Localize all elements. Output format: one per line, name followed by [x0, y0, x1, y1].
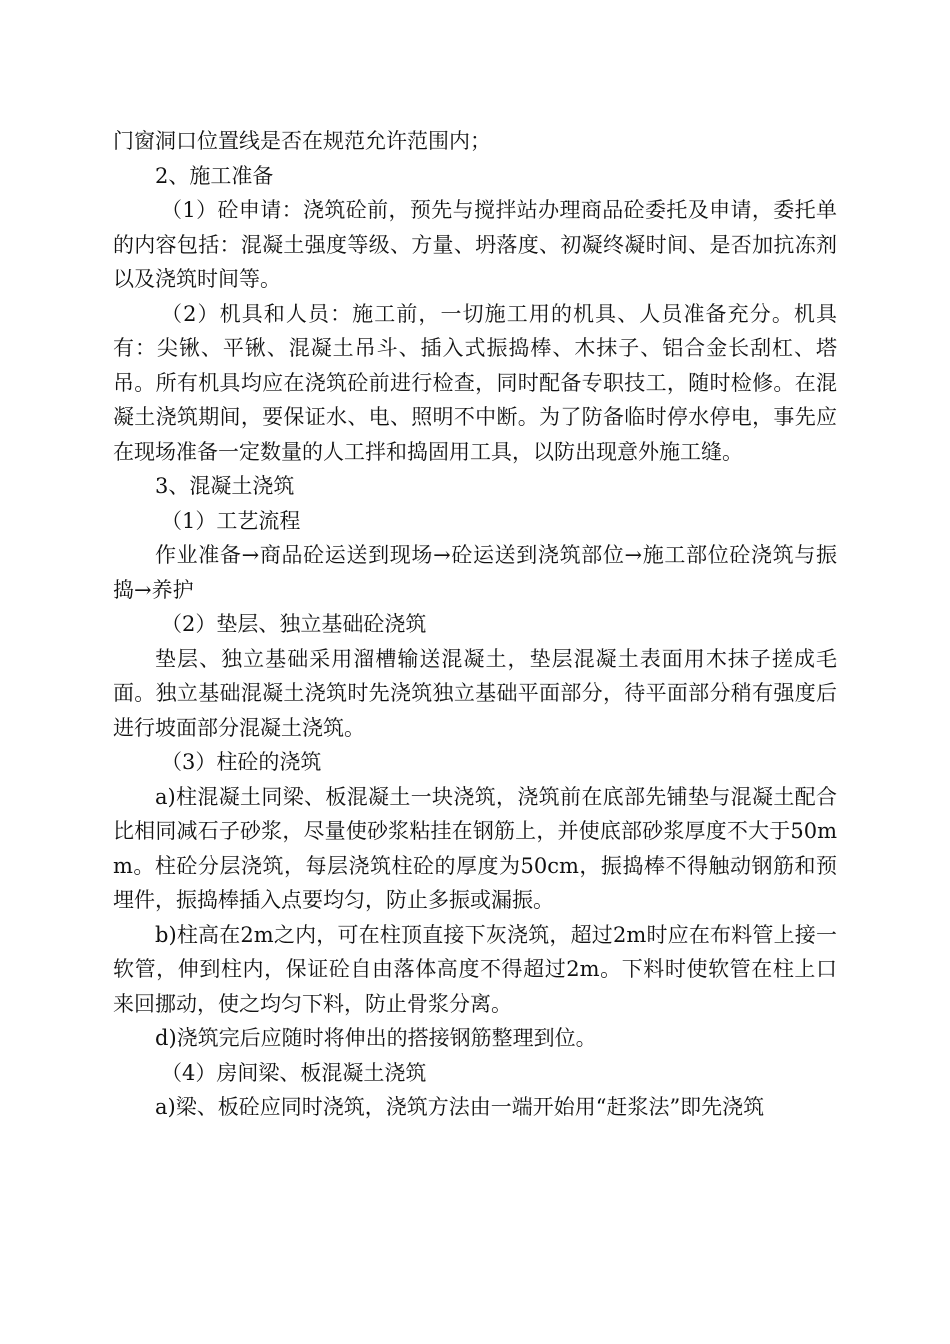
paragraph: a)柱混凝土同梁、板混凝土一块浇筑，浇筑前在底部先铺垫与混凝土配合比相同减石子砂浆，尽量使砂浆粘挂在钢筋上，并使底部砂浆厚度不大于50mm。柱砼分层浇筑，每层浇筑柱砼的厚度为50cm，振捣棒不得触动钢筋和预埋件，振捣棒插入点要均匀，防止多振或漏振。	[113, 784, 837, 912]
paragraph: b)柱高在2m之内，可在柱顶直接下灰浇筑，超过2m时应在布料管上接一软管，伸到柱内，保证砼自由落体高度不得超过2m。下料时使软管在柱上口来回挪动，使之均匀下料，防止骨浆分离。	[113, 922, 837, 1016]
paragraph: 作业准备→商品砼运送到现场→砼运送到浇筑部位→施工部位砼浇筑与振捣→养护	[113, 543, 837, 602]
document-body	[113, 124, 837, 1125]
section-heading: 2、施工准备	[155, 163, 274, 188]
paragraph: （1）砼申请：浇筑砼前，预先与搅拌站办理商品砼委托及申请，委托单的内容包括：混凝土强度等级、方量、坍落度、初凝终凝时间、是否加抗冻剂以及浇筑时间等。	[113, 198, 837, 291]
section-heading: 3、混凝土浇筑	[155, 474, 295, 498]
subsection-heading: （3）柱砼的浇筑	[161, 750, 322, 774]
subsection-heading: （2）垫层、独立基础砼浇筑	[161, 612, 427, 636]
paragraph: （2）机具和人员：施工前，一切施工用的机具、人员准备充分。机具有：尖锹、平锹、混凝土吊斗、插入式振捣棒、木抹子、铝合金长刮杠、塔吊。所有机具均应在浇筑砼前进行检查，同时配备专职技工，随时检修。在混凝土浇筑期间，要保证水、电、照明不中断。为了防备临时停水停电，事先应在现场准备一定数量的人工拌和捣固用工具，以防出现意外施工缝。	[113, 301, 837, 464]
paragraph: d)浇筑完后应随时将伸出的搭接钢筋整理到位。	[155, 1026, 597, 1050]
paragraph: 门窗洞口位置线是否在规范允许范围内；	[113, 129, 491, 153]
subsection-heading: （1）工艺流程	[161, 508, 301, 533]
subsection-heading: （4）房间梁、板混凝土浇筑	[161, 1060, 427, 1085]
paragraph: a)梁、板砼应同时浇筑，浇筑方法由一端开始用“赶浆法”即先浇筑	[155, 1095, 765, 1119]
paragraph: 垫层、独立基础采用溜槽输送混凝土，垫层混凝土表面用木抹子搓成毛面。独立基础混凝土浇筑时先浇筑独立基础平面部分，待平面部分稍有强度后进行坡面部分混凝土浇筑。	[113, 646, 837, 740]
